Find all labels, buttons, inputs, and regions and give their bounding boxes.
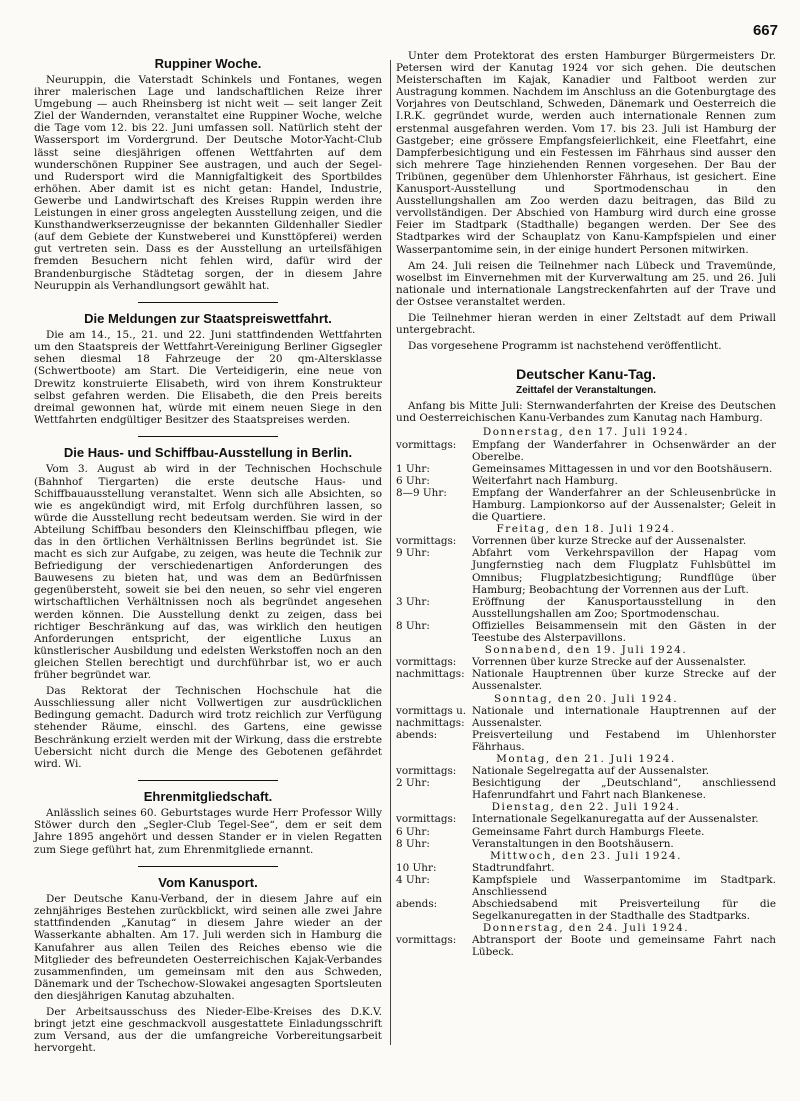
article-paragraph: Anlässlich seines 60. Geburtstages wurde Herr Professor Willy Stöwer durch den „Segler-Club Tegel-See“, dem er seit dem Jahre 1895 angehört und dessen Stander er in vielen Regatten zum Siege geführt hat, zum Ehrenmitgliede ernannt.	[34, 807, 382, 856]
schedule-day: Sonntag, den 20. Juli 1924.	[493, 692, 679, 705]
schedule-day: Sonnabend, den 19. Juli 1924.	[484, 644, 688, 657]
event-text: Abfahrt vom Verkehrspavillon der Hapag vom Jungfernstieg nach dem Flugplatz Fuhlsbüttel im Omnibus; Flugplatzbesichtigung; Rundflüge über Hamburg; Beobachtung der Vorrennen aus der Luft.	[472, 547, 776, 596]
schedule-event	[396, 535, 776, 547]
event-text: Offizielles Beisammensein mit den Gästen in der Teestube des Alsterpavillons.	[472, 619, 776, 645]
event-text: Preisverteilung und Festabend im Uhlenhorster Fährhaus.	[472, 728, 776, 753]
article-heading: Ehrenmitgliedschaft.	[143, 789, 273, 805]
event-time: 3 Uhr:	[396, 595, 430, 608]
schedule-event	[396, 668, 776, 692]
article-paragraph: Unter dem Protektorat des ersten Hamburger Bürgermeisters Dr. Petersen wird der Kanutag 1924 vor sich gehen. Die deutschen Meisterschaften im Kajak, Kanadier und Faltboot werden zur Austragung kommen. Nachdem im Anschluss an die Gotenburgtage des Vorjahres von Deutschland, Schweden, Dänemark und Oesterreich die I.R.K. gegründet wurde, werden auch internationale Rennen zum erstenmal ausgefahren werden. Vom 17. bis 23. Juli ist Hamburg der Gastgeber; eine grössere Empfangsfeierlichkeit, eine Fleetfahrt, eine Dampferbesichtigung und ein Festessen im Fährhaus sind ausser den sich mehrere Tage hinziehenden Rennen vorgesehen. Der Bau der Tribünen, gegenüber dem Uhlenhorster Fährhaus, ist gesichert. Eine Kanusport-Ausstellung und Sportmodenschau in den Ausstellungshallen am Zoo werden dazu beitragen, das Bild zu vervollständigen. Der Abschied von Hamburg wird durch eine grosse Feier im Stadtpark (Stadthalle) begangen werden. Der See des Stadtparkes wird der Schauplatz von Kanu-Kampfspielen und einer Wasserpantomime sein, in der einige hundert Personen mitwirken.	[396, 50, 776, 256]
schedule-day: Dienstag, den 22. Juli 1924.	[491, 801, 681, 814]
event-time: vormittags:	[396, 934, 457, 947]
event-text: Gemeinsames Mittagessen in und vor den Bootshäusern.	[472, 462, 773, 475]
event-text: Abtransport der Boote und gemeinsame Fahrt nach Lübeck.	[472, 934, 776, 959]
schedule-event	[396, 475, 776, 487]
schedule-event	[396, 813, 776, 825]
schedule-event	[396, 656, 776, 668]
event-time: vormittags:	[396, 765, 457, 778]
section-separator	[138, 780, 278, 782]
schedule-event	[396, 439, 776, 463]
event-time: 1 Uhr:	[396, 462, 430, 475]
event-time: vormittags:	[396, 656, 457, 669]
event-time: vormittags:	[396, 535, 457, 548]
schedule-event	[396, 838, 776, 850]
event-text: Kampfspiele und Wasserpantomime im Stadtpark. Anschliessend	[472, 873, 776, 898]
event-text: Internationale Segelkanuregatta auf der Aussenalster.	[472, 813, 759, 826]
schedule-event	[396, 777, 776, 801]
event-time: 10 Uhr:	[396, 861, 437, 874]
event-text: Nationale und internationale Hauptrennen auf der Aussenalster.	[472, 704, 776, 729]
event-text: Gemeinsame Fahrt durch Hamburgs Fleete.	[472, 825, 705, 838]
schedule-event	[396, 729, 776, 753]
article-paragraph: Das vorgesehene Programm ist nachstehend veröffentlicht.	[408, 340, 722, 353]
event-time: 6 Uhr:	[396, 474, 430, 487]
event-time: abends:	[396, 898, 438, 911]
section-separator	[138, 302, 278, 304]
schedule-event	[396, 705, 776, 729]
event-text: Nationale Segelregatta auf der Aussenalster.	[472, 765, 710, 778]
schedule-day: Donnerstag, den 17. Juli 1924.	[482, 426, 690, 439]
article-paragraph: Die am 14., 15., 21. und 22. Juni stattfindenden Wettfahrten um den Staatspreis der Wettfahrt-Vereinigung Berliner Gigsegler sehen diesmal 18 Fahrzeuge der 20 qm-Altersklasse (Schwertboote) am Start. Die Verteidigerin, eine neue von Drewitz konstruierte Elisabeth, wird von ihrem Konstrukteur selbst gefahren werden. Die Elisabeth, die den Preis bereits dreimal gewonnen hat, würde mit einem neuen Siege in den Wettfahrten endgültiger Besitzer des Staatspreises werden.	[34, 329, 382, 426]
article-heading: Die Meldungen zur Staatspreiswettfahrt.	[84, 311, 332, 327]
event-time: vormittags u. nachmittags:	[396, 704, 467, 729]
schedule-event	[396, 547, 776, 595]
event-text: Eröffnung der Kanusportausstellung in den Ausstellungshallen am Zoo; Sportmodenschau.	[472, 595, 776, 620]
event-time: 6 Uhr:	[396, 825, 430, 838]
event-time: vormittags:	[396, 438, 457, 451]
column-divider	[390, 60, 391, 1045]
event-time: vormittags:	[396, 813, 457, 826]
article-paragraph: Die Teilnehmer hieran werden in einer Zeltstadt auf dem Priwall untergebracht.	[396, 311, 776, 337]
event-text: Abschiedsabend mit Preisverteilung für die Segelkanuregatten in der Stadthalle des Stadtparks.	[472, 898, 776, 923]
event-time: 8—9 Uhr:	[396, 486, 447, 499]
event-text: Stadtrundfahrt.	[472, 861, 555, 874]
right-column	[396, 50, 776, 959]
schedule-day: Freitag, den 18. Juli 1924.	[496, 523, 676, 536]
event-time: nachmittags:	[396, 668, 465, 681]
section-separator	[138, 866, 278, 868]
schedule-event	[396, 487, 776, 523]
article-paragraph: Neuruppin, die Vaterstadt Schinkels und Fontanes, wegen ihrer malerischen Lage und landschaftlichen Reize ihrer Umgebung — auch Rheinsberg ist nicht weit — seit langer Zeit Ziel der Wandernden, veranstaltet eine Ruppiner Woche, welche die Tage vom 12. bis 22. Juni umfassen soll. Natürlich steht der Wassersport im Vordergrund. Der Deutsche Motor-Yacht-Club lässt seine diesjährigen offenen Wettfahrten auf dem wunderschönen Ruppiner See austragen, und auch der Segel- und Rudersport wird die Mannigfaltigkeit des Sportbildes erhöhen. Aber damit ist es nicht getan: Handel, Industrie, Gewerbe und Landwirtschaft des Kreises Ruppin werden ihre Leistungen in einer gross angelegten Ausstellung zeigen, und die Kunsthandwerkserzeugnisse der bekannten Gildenhaller Siedler (auf dem Gebiete der Kunstweberei und Kunsttöpferei) werden gut vertreten sein. Dass es der Ausstellung an urteilsfähigen fremden Besuchern nicht fehlen wird, dafür wird der Brandenburgische Städtetag sorgen, der in diesem Jahre Neuruppin als Verhandlungsort gewählt hat.	[34, 74, 382, 292]
event-time: 9 Uhr:	[396, 547, 430, 560]
event-time: abends:	[396, 728, 438, 741]
article-heading: Die Haus- und Schiffbau-Ausstellung in Berlin.	[63, 445, 353, 461]
schedule-intro: Anfang bis Mitte Juli: Sternwanderfahrten der Kreise des Deutschen und Oesterreichischen Kanu-Verbandes zum Kanutag nach Hamburg.	[396, 400, 776, 425]
section-separator	[138, 436, 278, 438]
page-number: 667	[752, 22, 778, 39]
schedule-event	[396, 934, 776, 958]
article-paragraph: Der Arbeitsausschuss des Nieder-Elbe-Kreises des D.K.V. bringt jetzt eine geschmackvoll ausgestattete Einladungsschrift zum Versand, aus der die umfangreiche Vorbereitungsarbeit hervorgeht.	[34, 1006, 382, 1055]
event-time: 8 Uhr:	[396, 619, 430, 632]
schedule-event	[396, 898, 776, 922]
article-heading: Ruppiner Woche.	[154, 56, 262, 71]
schedule-list	[396, 426, 776, 958]
schedule-event	[396, 596, 776, 620]
event-text: Vorrennen über kurze Strecke auf der Aussenalster.	[472, 535, 747, 548]
event-time: 8 Uhr:	[396, 837, 430, 850]
schedule-event	[396, 620, 776, 644]
article-paragraph: Vom 3. August ab wird in der Technischen Hochschule (Bahnhof Tiergarten) die erste deutsche Haus- und Schiffbauausstellung veranstaltet. Wenn sich alle Absichten, so wie es angekündigt wird, mit Erfolg durchführen lassen, so würde die Ausstellung recht bedeutsam werden. Sie wird in der Abteilung Schiffbau besonders den Kleinschiffbau pflegen, wie das in den örtlichen Verhältnissen Berlins begründet ist. Sie macht es sich zur Aufgabe, zu zeigen, was heute die Technik zur Befriedigung der verschiedenartigen Anforderungen des Bauwesens zu bieten hat, und was dem an Bedürfnissen gegenübersteht, soweit sie bei den neuen, so sehr viel engeren wirtschaftlichen Verhältnissen noch als begründet angesehen werden können. Die Ausstellung denkt zu zeigen, dass bei richtiger Beschränkung auf das, was wirklich den heutigen Anforderungen entspricht, der eigentliche Luxus an künstlerischer Ausbildung und edelsten Werkstoffen noch an den gleichen Stellen berechtigt und durchführbar ist, wo er auch früher begründet war.	[34, 463, 382, 682]
kanutag-heading: Deutscher Kanu-Tag.	[516, 366, 656, 383]
schedule-event	[396, 862, 776, 874]
article-paragraph: Der Deutsche Kanu-Verband, der in diesem Jahre auf ein zehnjähriges Bestehen zurückblickt, wird seinen alle zwei Jahre stattfindenden „Kanutag“ in diesem Jahre wieder an der Wasserkante abhalten. Am 17. Juli werden sich in Hamburg die Kanufahrer aus allen Teilen des Reiches ebenso wie die Mitglieder des befreundeten Oesterreichischen Kajak-Verbandes zusammenfinden, um gemeinsam mit den aus Schweden, Dänemark und der Tschechow-Slowakei angesagten Sportsleuten den diesjährigen Kanutag abzuhalten.	[34, 893, 382, 1002]
event-text: Besichtigung der „Deutschland“, anschliessend Hafenrundfahrt und Fahrt nach Blankenese.	[472, 777, 776, 802]
left-column	[34, 50, 382, 1058]
event-text: Veranstaltungen in den Bootshäusern.	[472, 837, 674, 850]
event-time: 4 Uhr:	[396, 873, 430, 886]
article-paragraph: Das Rektorat der Technischen Hochschule hat die Ausschliessung aller nicht Vollwertigen zur ausdrücklichen Bedingung gemacht. Dadurch wird trotz reichlich zur Verfügung stehender Räume, einschl. des Gartens, eine gewisse Beschränkung erzielt werden mit der Wirkung, dass die erstrebte Uebersicht nicht durch die Menge des Gebotenen gefährdet wird. Wi.	[34, 685, 382, 770]
schedule-event	[396, 765, 776, 777]
event-text: Empfang der Wanderfahrer an der Schleusenbrücke in Hamburg. Lampionkorso auf der Aussenalster; Geleit in die Quartiere.	[472, 486, 776, 524]
article-paragraph: Am 24. Juli reisen die Teilnehmer nach Lübeck und Travemünde, woselbst im Einvernehmen mit der Kurverwaltung am 25. und 26. Juli nationale und internationale Langstreckenfahrten auf der Trave und der Ostsee veranstaltet werden.	[396, 259, 776, 308]
kanutag-intro	[396, 50, 776, 352]
schedule-day: Mittwoch, den 23. Juli 1924.	[490, 849, 682, 862]
schedule-day: Montag, den 21. Juli 1924.	[496, 752, 676, 765]
article-heading: Vom Kanusport.	[158, 875, 258, 891]
schedule-event	[396, 874, 776, 898]
event-time: 2 Uhr:	[396, 777, 430, 790]
event-text: Empfang der Wanderfahrer in Ochsenwärder an der Oberelbe.	[472, 438, 776, 463]
event-text: Vorrennen über kurze Strecke auf der Aussenalster.	[472, 656, 747, 669]
event-text: Nationale Hauptrennen über kurze Strecke auf der Aussenalster.	[472, 668, 776, 693]
schedule-event	[396, 826, 776, 838]
schedule-event	[396, 463, 776, 475]
kanutag-subheading: Zeittafel der Veranstaltungen.	[515, 385, 657, 397]
event-text: Weiterfahrt nach Hamburg.	[472, 474, 618, 487]
schedule-day: Donnerstag, den 24. Juli 1924.	[482, 922, 690, 935]
